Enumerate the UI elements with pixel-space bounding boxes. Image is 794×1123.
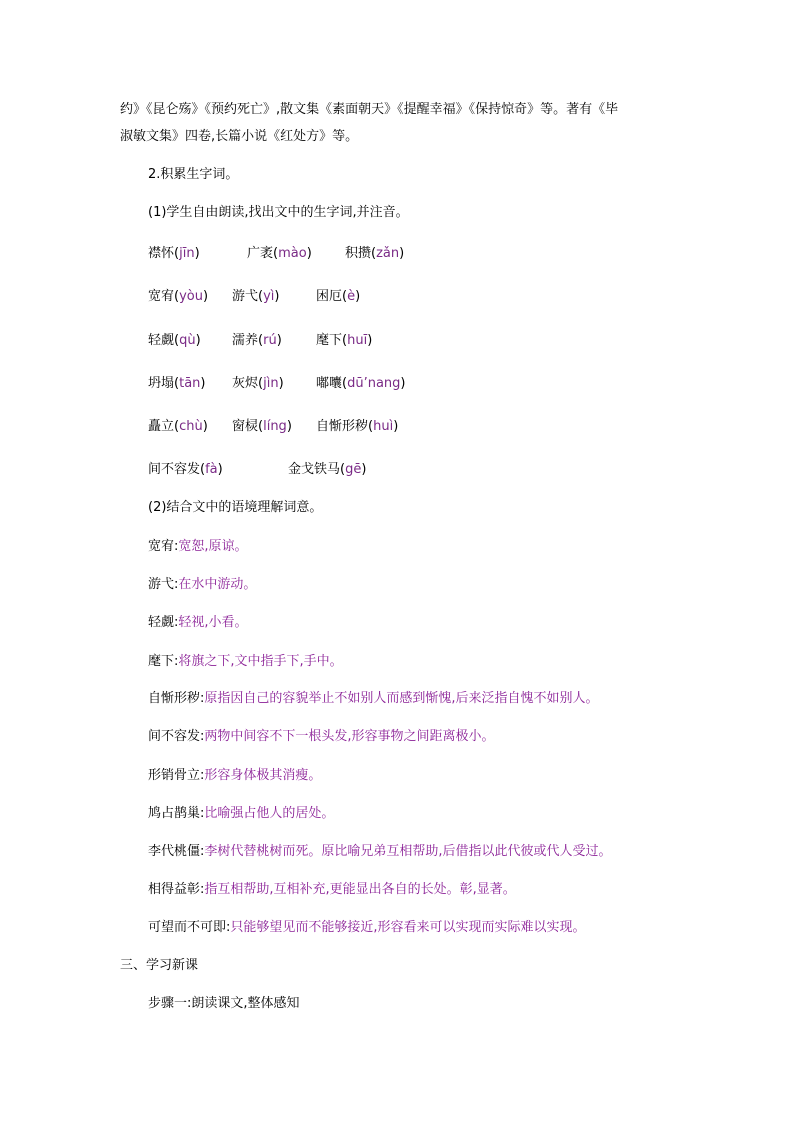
definition-item bbox=[148, 881, 516, 899]
definition-text: 原指因自己的容貌举止不如别人而感到惭愧,后来泛指自愧不如别人。 bbox=[204, 691, 599, 706]
instruction-find-words: (1)学生自由朗读,找出文中的生字词,并注音。 bbox=[148, 205, 409, 220]
vocab-row-item: 嘟囔(dū’nang) bbox=[316, 376, 406, 391]
vocab-pinyin: huì bbox=[373, 419, 394, 434]
vocab-pinyin: zǎn bbox=[376, 246, 400, 261]
section-heading-new-lesson: 三、学习新课 bbox=[120, 958, 199, 973]
vocab-word: 游弋 bbox=[232, 289, 259, 304]
definition-text: 李树代替桃树而死。原比喻兄弟互相帮助,后借指以此代彼或代人受过。 bbox=[204, 844, 612, 859]
vocab-row: 轻觑(qù) bbox=[148, 333, 201, 348]
definition-item bbox=[148, 805, 334, 823]
definition-item bbox=[148, 767, 321, 785]
vocab-word: 灰烬 bbox=[232, 376, 259, 391]
vocab-pinyin: tān bbox=[179, 376, 201, 391]
definition-item bbox=[148, 919, 586, 937]
vocab-row-item: 自惭形秽(huì) bbox=[316, 419, 399, 434]
vocab-word: 广袤 bbox=[247, 246, 274, 261]
definition-item bbox=[148, 576, 256, 594]
vocab-pinyin: huī bbox=[347, 333, 368, 348]
vocab-row-item: 麾下(huī) bbox=[316, 333, 373, 348]
vocab-pinyin: yì bbox=[263, 289, 275, 304]
definition-item bbox=[148, 538, 248, 556]
vocab-row: 宽宥(yòu) bbox=[148, 289, 209, 304]
vocab-row-item: 积攒(zǎn) bbox=[345, 246, 405, 261]
definition-item bbox=[148, 690, 599, 708]
definition-text: 只能够望见而不能够接近,形容看来可以实现而实际难以实现。 bbox=[230, 920, 586, 935]
vocab-word: 金戈铁马 bbox=[288, 462, 341, 477]
definition-item bbox=[148, 653, 343, 671]
definition-text: 指互相帮助,互相补充,更能显出各自的长处。彰,显著。 bbox=[204, 882, 516, 897]
vocab-word: 窗棂 bbox=[232, 419, 259, 434]
definition-item bbox=[148, 614, 248, 632]
intro-line-1: 约》《昆仑殇》《预约死亡》,散文集《素面朝天》《提醒幸福》《保持惊奇》等。著有《毕 bbox=[120, 102, 619, 117]
vocab-pinyin: mào bbox=[278, 246, 307, 261]
definition-term: 轻觑: bbox=[148, 615, 179, 630]
section-heading-vocab: 2.积累生字词。 bbox=[148, 167, 239, 182]
definition-text: 宽恕,原谅。 bbox=[178, 539, 248, 554]
instruction-context: (2)结合文中的语境理解词意。 bbox=[148, 500, 323, 515]
vocab-pinyin: rú bbox=[263, 333, 277, 348]
definition-term: 宽宥: bbox=[148, 539, 179, 554]
vocab-word: 襟怀 bbox=[148, 246, 175, 261]
definition-term: 可望而不可即: bbox=[148, 920, 231, 935]
vocab-row: 矗立(chù) bbox=[148, 419, 208, 434]
vocab-word: 轻觑 bbox=[148, 333, 175, 348]
definition-term: 李代桃僵: bbox=[148, 844, 205, 859]
definition-text: 将旗之下,文中指手下,手中。 bbox=[178, 654, 343, 669]
intro-line-2: 淑敏文集》四卷,长篇小说《红处方》等。 bbox=[120, 129, 359, 144]
definition-term: 相得益彰: bbox=[148, 882, 205, 897]
vocab-pinyin: dū’nang bbox=[347, 376, 401, 391]
vocab-pinyin: chù bbox=[179, 419, 203, 434]
definition-term: 鸠占鹊巢: bbox=[148, 806, 205, 821]
vocab-pinyin: gē bbox=[345, 462, 362, 477]
vocab-word: 间不容发 bbox=[148, 462, 201, 477]
vocab-row-item: 濡养(rú) bbox=[232, 333, 282, 348]
vocab-pinyin: è bbox=[347, 289, 356, 304]
vocab-word: 麾下 bbox=[316, 333, 343, 348]
vocab-pinyin: fà bbox=[205, 462, 218, 477]
definition-term: 间不容发: bbox=[148, 729, 205, 744]
definition-item bbox=[148, 728, 495, 746]
definition-text: 形容身体极其消瘦。 bbox=[204, 768, 322, 783]
vocab-word: 自惭形秽 bbox=[316, 419, 369, 434]
vocab-row-item: 困厄(è) bbox=[316, 289, 361, 304]
vocab-pinyin: qù bbox=[179, 333, 196, 348]
vocab-row: 间不容发(fà) bbox=[148, 462, 223, 477]
vocab-word: 嘟囔 bbox=[316, 376, 343, 391]
vocab-row-item: 窗棂(líng) bbox=[232, 419, 292, 434]
definition-text: 两物中间容不下一根头发,形容事物之间距离极小。 bbox=[204, 729, 495, 744]
vocab-pinyin: jīn bbox=[179, 246, 195, 261]
vocab-row: 坍塌(tān) bbox=[148, 376, 206, 391]
definition-text: 在水中游动。 bbox=[178, 577, 257, 592]
vocab-word: 积攒 bbox=[345, 246, 372, 261]
vocab-row-item: 游弋(yì) bbox=[232, 289, 280, 304]
definition-text: 比喻强占他人的居处。 bbox=[204, 806, 335, 821]
definition-item bbox=[148, 843, 612, 861]
vocab-pinyin: jìn bbox=[263, 376, 279, 391]
vocab-row-item: 金戈铁马(gē) bbox=[288, 462, 367, 477]
vocab-word: 矗立 bbox=[148, 419, 175, 434]
vocab-row: 襟怀(jīn) bbox=[148, 246, 200, 261]
definition-term: 形销骨立: bbox=[148, 768, 205, 783]
definition-text: 轻视,小看。 bbox=[178, 615, 248, 630]
definition-term: 游弋: bbox=[148, 577, 179, 592]
vocab-pinyin: líng bbox=[263, 419, 287, 434]
vocab-word: 坍塌 bbox=[148, 376, 175, 391]
definition-term: 自惭形秽: bbox=[148, 691, 205, 706]
vocab-pinyin: yòu bbox=[179, 289, 203, 304]
vocab-row-item: 灰烬(jìn) bbox=[232, 376, 284, 391]
vocab-word: 宽宥 bbox=[148, 289, 175, 304]
vocab-word: 困厄 bbox=[316, 289, 343, 304]
definition-term: 麾下: bbox=[148, 654, 179, 669]
vocab-word: 濡养 bbox=[232, 333, 259, 348]
vocab-row-item: 广袤(mào) bbox=[247, 246, 312, 261]
step-one: 步骤一:朗读课文,整体感知 bbox=[148, 996, 300, 1011]
